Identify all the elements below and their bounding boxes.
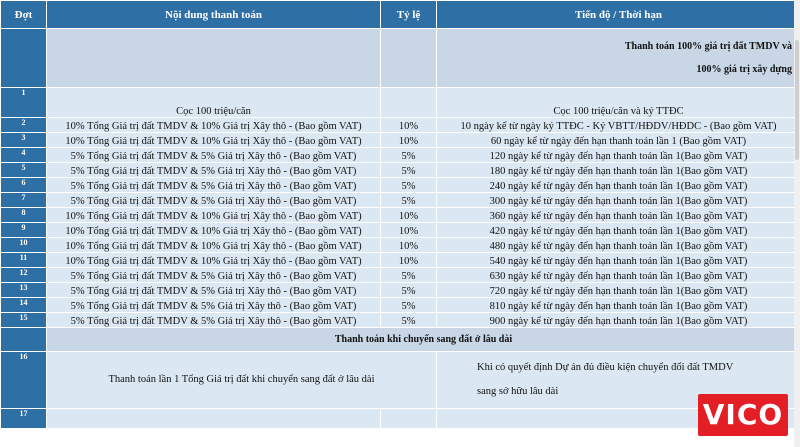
row-content: 10% Tổng Giá trị đất TMDV & 10% Giá trị Xây thô - (Bao gồm VAT) — [47, 208, 381, 223]
row-content: 5% Tổng Giá trị đất TMDV & 5% Giá trị Xây thô - (Bao gồm VAT) — [47, 178, 381, 193]
header-schedule: Tiến độ / Thời hạn — [437, 1, 800, 29]
row-ratio: 5% — [381, 283, 437, 298]
row-number: 17 — [1, 409, 47, 429]
table-row-16 — [1, 352, 800, 409]
row-schedule: 900 ngày kể từ ngày đến hạn thanh toán lần 1(Bao gồm VAT) — [437, 313, 800, 328]
section-full-payment — [1, 29, 800, 88]
table-row — [1, 208, 800, 223]
row-number: 1 — [1, 88, 47, 118]
row-content: Cọc 100 triệu/căn — [47, 88, 381, 118]
row-content: Thanh toán lần 1 Tổng Giá trị đất khi chuyển sang đất ở lâu dài — [47, 352, 437, 409]
section-long-term-land-title: Thanh toán khi chuyển sang đất ở lâu dài — [47, 328, 800, 352]
row-ratio: 5% — [381, 163, 437, 178]
table-row — [1, 223, 800, 238]
table-row — [1, 283, 800, 298]
row-number: 5 — [1, 163, 47, 178]
row-schedule: 810 ngày kể từ ngày đến hạn thanh toán lần 1(Bao gồm VAT) — [437, 298, 800, 313]
row-number: 7 — [1, 193, 47, 208]
row-schedule: 480 ngày kể từ ngày đến hạn thanh toán lần 1(Bao gồm VAT) — [437, 238, 800, 253]
row-number: 3 — [1, 133, 47, 148]
table-row — [1, 238, 800, 253]
row-number: 9 — [1, 223, 47, 238]
table-row — [1, 268, 800, 283]
row-ratio: 5% — [381, 148, 437, 163]
row-schedule-line2: sang sở hữu lâu dài — [477, 386, 559, 397]
row-number: 6 — [1, 178, 47, 193]
row-schedule: 240 ngày kể từ ngày đến hạn thanh toán lần 1(Bao gồm VAT) — [437, 178, 800, 193]
row-ratio — [381, 88, 437, 118]
row-schedule: 10 ngày kể từ ngày ký TTĐC - Ký VBTT/HĐDV/HĐDC - (Bao gồm VAT) — [437, 118, 800, 133]
row-schedule: 420 ngày kể từ ngày đến hạn thanh toán lần 1(Bao gồm VAT) — [437, 223, 800, 238]
header-ratio: Tỷ lệ — [381, 1, 437, 29]
row-number: 2 — [1, 118, 47, 133]
row-number: 4 — [1, 148, 47, 163]
table-row — [1, 298, 800, 313]
row-ratio: 10% — [381, 133, 437, 148]
row-number: 8 — [1, 208, 47, 223]
row-number: 10 — [1, 238, 47, 253]
header-row — [1, 1, 800, 29]
header-content: Nội dung thanh toán — [47, 1, 381, 29]
table-row — [1, 253, 800, 268]
row-schedule: 120 ngày kể từ ngày đến hạn thanh toán lần 1(Bao gồm VAT) — [437, 148, 800, 163]
row-ratio: 10% — [381, 208, 437, 223]
row-content: 10% Tổng Giá trị đất TMDV & 10% Giá trị Xây thô - (Bao gồm VAT) — [47, 253, 381, 268]
row-schedule: 630 ngày kể từ ngày đến hạn thanh toán lần 1(Bao gồm VAT) — [437, 268, 800, 283]
section-full-payment-line1: Thanh toán 100% giá trị đất TMDV và — [624, 41, 792, 52]
scrollbar-thumb[interactable] — [795, 40, 799, 160]
row-ratio: 5% — [381, 298, 437, 313]
row-content: 5% Tổng Giá trị đất TMDV & 5% Giá trị Xây thô - (Bao gồm VAT) — [47, 148, 381, 163]
row-content: 10% Tổng Giá trị đất TMDV & 10% Giá trị Xây thô - (Bao gồm VAT) — [47, 118, 381, 133]
row-content: 5% Tổng Giá trị đất TMDV & 5% Giá trị Xây thô - (Bao gồm VAT) — [47, 283, 381, 298]
header-period: Đợt — [1, 1, 47, 29]
row-schedule-line1: Khi có quyết định Dự án đủ điều kiện chuyển đổi đất TMDV — [477, 362, 734, 373]
row-content: 10% Tổng Giá trị đất TMDV & 10% Giá trị Xây thô - (Bao gồm VAT) — [47, 133, 381, 148]
row-content: 5% Tổng Giá trị đất TMDV & 5% Giá trị Xây thô - (Bao gồm VAT) — [47, 163, 381, 178]
section-full-payment-line2: 100% giá trị xây dựng — [696, 64, 792, 75]
row-number: 14 — [1, 298, 47, 313]
table-row — [1, 88, 800, 118]
row-schedule: 720 ngày kể từ ngày đến hạn thanh toán lần 1(Bao gồm VAT) — [437, 283, 800, 298]
row-content: 5% Tổng Giá trị đất TMDV & 5% Giá trị Xây thô - (Bao gồm VAT) — [47, 268, 381, 283]
row-ratio: 5% — [381, 193, 437, 208]
row-content: 5% Tổng Giá trị đất TMDV & 5% Giá trị Xây thô - (Bao gồm VAT) — [47, 313, 381, 328]
row-ratio: 10% — [381, 118, 437, 133]
row-number: 12 — [1, 268, 47, 283]
table-row — [1, 118, 800, 133]
vico-logo: VICO — [698, 394, 788, 436]
section-long-term-land — [1, 328, 800, 352]
table-row — [1, 178, 800, 193]
section-full-payment-title — [437, 29, 800, 88]
row-schedule: 300 ngày kể từ ngày đến hạn thanh toán lần 1(Bao gồm VAT) — [437, 193, 800, 208]
row-ratio: 5% — [381, 313, 437, 328]
row-schedule: 60 ngày kể từ ngày đến hạn thanh toán lần 1 (Bao gồm VAT) — [437, 133, 800, 148]
table-row — [1, 163, 800, 178]
row-number: 15 — [1, 313, 47, 328]
table-row-17 — [1, 409, 800, 429]
row-content: 10% Tổng Giá trị đất TMDV & 10% Giá trị Xây thô - (Bao gồm VAT) — [47, 238, 381, 253]
table-row — [1, 133, 800, 148]
row-ratio: 5% — [381, 178, 437, 193]
row-content: 5% Tổng Giá trị đất TMDV & 5% Giá trị Xây thô - (Bao gồm VAT) — [47, 193, 381, 208]
row-number: 11 — [1, 253, 47, 268]
row-ratio: 10% — [381, 253, 437, 268]
row-schedule: Cọc 100 triệu/căn và ký TTĐC — [437, 88, 800, 118]
row-ratio: 10% — [381, 223, 437, 238]
row-content: 5% Tổng Giá trị đất TMDV & 5% Giá trị Xây thô - (Bao gồm VAT) — [47, 298, 381, 313]
row-content: 10% Tổng Giá trị đất TMDV & 10% Giá trị Xây thô - (Bao gồm VAT) — [47, 223, 381, 238]
row-ratio: 5% — [381, 268, 437, 283]
row-schedule: 540 ngày kể từ ngày đến hạn thanh toán lần 1(Bao gồm VAT) — [437, 253, 800, 268]
row-schedule: 180 ngày kể từ ngày đến hạn thanh toán lần 1(Bao gồm VAT) — [437, 163, 800, 178]
table-row — [1, 193, 800, 208]
table-row — [1, 148, 800, 163]
row-schedule: 360 ngày kể từ ngày đến hạn thanh toán lần 1(Bao gồm VAT) — [437, 208, 800, 223]
row-number: 13 — [1, 283, 47, 298]
row-number: 16 — [1, 352, 47, 409]
table-row — [1, 313, 800, 328]
row-ratio: 10% — [381, 238, 437, 253]
